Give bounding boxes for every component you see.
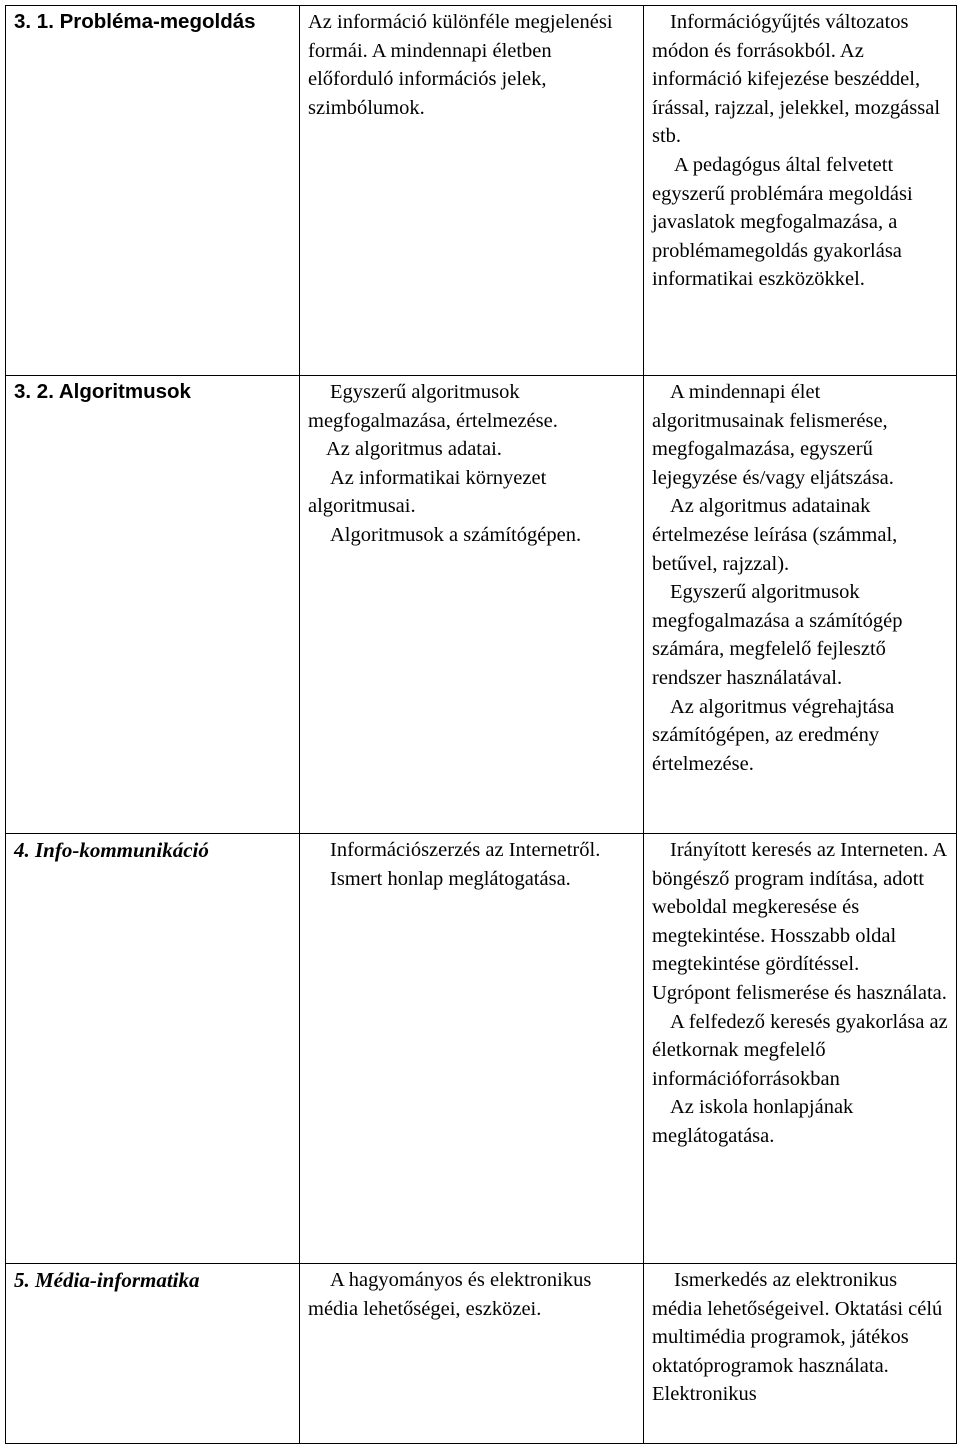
requirement-text: Egyszerű algoritmusok megfogalmazása a számítógép számára, megfelelő fejlesztő rendszer használatával. [652, 581, 903, 689]
content-cell [300, 834, 644, 1264]
requirement-text: Információgyűjtés változatos módon és forrásokból. Az információ kifejezése beszéddel, írással, rajzzal, jelekkel, mozgással stb. [652, 11, 941, 148]
requirement-text: Az iskola honlapjának meglátogatása. [652, 1096, 854, 1147]
content-text: Egyszerű algoritmusok megfogalmazása, értelmezése. [308, 381, 558, 432]
content-cell [300, 376, 644, 834]
content-text: Az algoritmus adatai. [326, 438, 502, 461]
content-text: Algoritmusok a számítógépen. [330, 523, 582, 546]
content-text: A hagyományos és elektronikus média lehetőségei, eszközei. [308, 1269, 592, 1320]
requirements-cell [644, 376, 957, 834]
requirement-text: A pedagógus által felvetett egyszerű problémára megoldási javaslatok megfogalmazása, a problémamegoldás gyakorlása informatikai eszközökkel. [652, 153, 913, 291]
content-text: Az informatikai környezet algoritmusai. [308, 466, 547, 518]
table-row [6, 1264, 957, 1444]
requirements-cell [644, 1264, 957, 1444]
requirement-text: Irányított keresés az Interneten. A böngésző program indítása, adott weboldal megkeresése és megtekintése. Hosszabb oldal megtekintése gördítéssel. [652, 839, 947, 976]
requirement-text: A mindennapi élet algoritmusainak felismerése, megfogalmazása, egyszerű lejegyzése és/vagy eljátszása. [652, 381, 894, 489]
table-row [6, 6, 957, 376]
topic-cell: 4. Info-kommunikáció [6, 834, 300, 1264]
requirements-cell [644, 834, 957, 1264]
topic-cell: 3. 1. Probléma-megoldás [6, 6, 300, 376]
content-cell [300, 6, 644, 376]
topic-cell: 3. 2. Algoritmusok [6, 376, 300, 834]
content-text: Az információ különféle megjelenési formái. A mindennapi életben előforduló információs jelek, szimbólumok. [308, 11, 613, 119]
requirement-text: Az algoritmus adatainak értelmezése leírása (számmal, betűvel, rajzzal). [652, 495, 898, 575]
table-row [6, 376, 957, 834]
content-text: Ismert honlap meglátogatása. [330, 867, 571, 890]
requirement-text: A felfedező keresés gyakorlása az életkornak megfelelő információforrásokban [652, 1010, 948, 1090]
requirement-text: Ugrópont felismerése és használata. [652, 981, 947, 1004]
requirement-text: Az algoritmus végrehajtása számítógépen, az eredmény értelmezése. [652, 695, 895, 775]
requirement-text: Ismerkedés az elektronikus média lehetőségeivel. Oktatási célú multimédia programok, játékos oktatóprogramok használata. Elektronikus [652, 1269, 943, 1406]
table-row [6, 834, 957, 1264]
curriculum-table [5, 5, 957, 1444]
content-text: Információszerzés az Internetről. [330, 839, 601, 861]
content-cell [300, 1264, 644, 1444]
topic-cell: 5. Média-informatika [6, 1264, 300, 1444]
requirements-cell [644, 6, 957, 376]
